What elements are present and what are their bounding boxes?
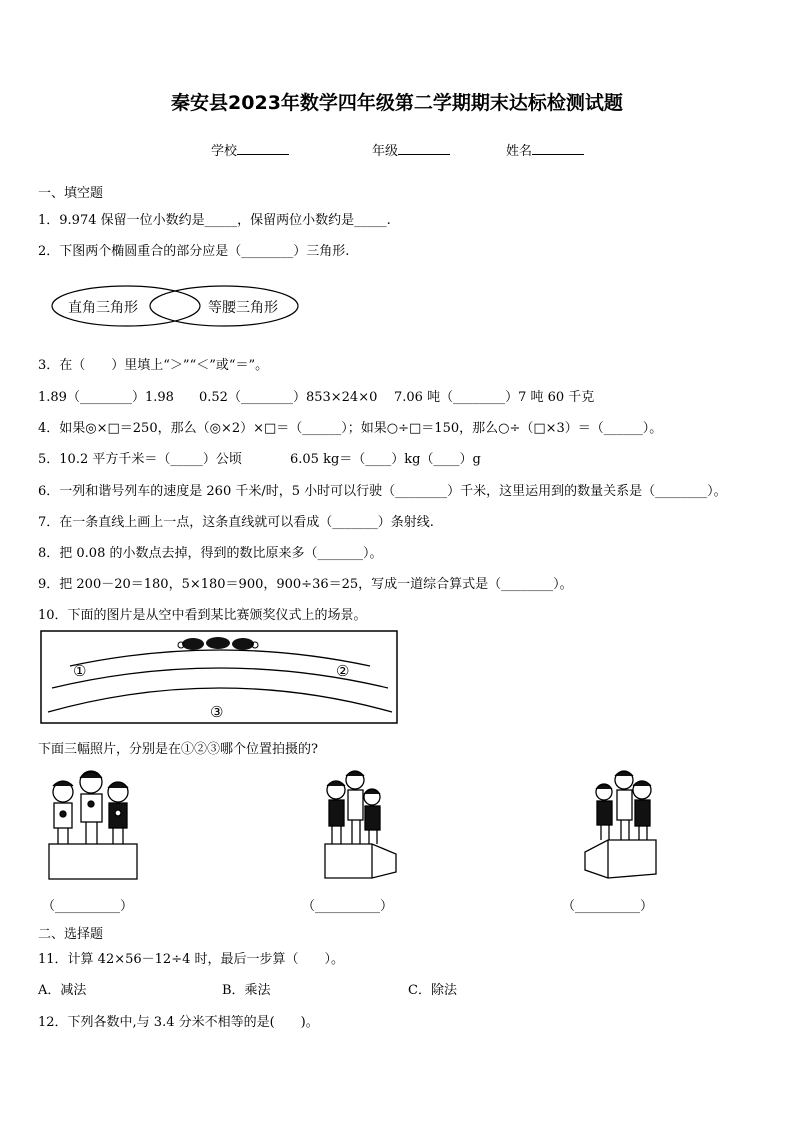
question-12: 12．下列各数中,与 3.4 分米不相等的是( )。 <box>38 1015 319 1030</box>
podium <box>49 844 137 879</box>
person-middle <box>615 771 633 840</box>
name-blank[interactable] <box>532 154 584 155</box>
ellipse-right-label: 等腰三角形 <box>208 300 278 316</box>
photo-2-answer[interactable]: （__________） <box>302 899 394 914</box>
question-11-option-b[interactable]: B．乘法 <box>222 983 271 998</box>
section-multiple-choice: 二、选择题 <box>38 927 104 942</box>
position-3-label: ③ <box>210 703 224 721</box>
question-3: 3．在（ ）里填上“＞”“＜”或“＝”。 <box>38 358 269 373</box>
question-11-option-c[interactable]: C．除法 <box>408 983 457 998</box>
question-8: 8．把 0.08 的小数点去掉，得到的数比原来多（_______）。 <box>38 546 383 561</box>
question-5a: 5．10.2 平方千米＝（_____）公顷 <box>38 452 242 467</box>
section-fill-blank: 一、填空题 <box>38 186 104 201</box>
question-7: 7．在一条直线上画上一点，这条直线就可以看成（_______）条射线. <box>38 515 434 530</box>
ceremony-aerial-figure <box>40 630 398 724</box>
person-middle <box>80 771 102 844</box>
school-field <box>211 140 289 159</box>
photo-3-answer[interactable]: （__________） <box>562 899 654 914</box>
page-title: 秦安县2023年数学四年级第二学期期末达标检测试题 <box>171 92 623 114</box>
person-left <box>53 781 73 844</box>
grade-blank[interactable] <box>398 154 450 155</box>
question-5b: 6.05 kg＝（____）kg（____）g <box>290 452 481 467</box>
photo-1-answer[interactable]: （__________） <box>42 899 134 914</box>
question-3-item-1: 1.89（________）1.98 <box>38 390 174 405</box>
name-label: 姓名 <box>506 144 533 159</box>
person-middle <box>346 771 364 844</box>
grade-label: 年级 <box>372 144 399 159</box>
question-1: 1．9.974 保留一位小数约是_____，保留两位小数约是_____. <box>38 213 391 228</box>
question-10-sub: 下面三幅照片，分别是在①②③哪个位置拍摄的? <box>38 742 318 757</box>
question-4: 4．如果◎×□＝250，那么（◎×2）×□＝（______）；如果○÷□＝150，那么○÷（□×3）＝（______）。 <box>38 421 663 436</box>
photo-3-figure <box>582 770 662 880</box>
ellipse-left-label: 直角三角形 <box>68 300 138 316</box>
person-front <box>596 784 612 840</box>
question-3-item-3: 7.06 吨（________）7 吨 60 千克 <box>394 390 595 405</box>
question-10: 10．下面的图片是从空中看到某比赛颁奖仪式上的场景。 <box>38 608 367 623</box>
photo-1-figure <box>46 768 140 882</box>
school-blank[interactable] <box>237 154 289 155</box>
photo-2-figure <box>322 770 402 880</box>
position-1-label: ① <box>73 662 87 680</box>
person-back <box>327 781 345 844</box>
name-field <box>506 140 584 159</box>
person-right <box>108 782 128 844</box>
school-label: 学校 <box>211 144 238 159</box>
question-6: 6．一列和谐号列车的速度是 260 千米/时，5 小时可以行驶（________）千米，这里运用到的数量关系是（________）。 <box>38 484 727 499</box>
podium <box>585 840 656 878</box>
question-2: 2．下图两个椭圆重合的部分应是（________）三角形. <box>38 244 350 259</box>
person-front <box>364 789 380 844</box>
question-11: 11．计算 42×56－12÷4 时，最后一步算（ ）。 <box>38 952 344 967</box>
podium <box>325 844 396 878</box>
question-9: 9．把 200－20＝180，5×180＝900，900÷36＝25，写成一道综合算式是（________）。 <box>38 577 573 592</box>
question-3-item-2: 0.52（________）853×24×0 <box>199 390 378 405</box>
grade-field <box>372 140 450 159</box>
position-2-label: ② <box>336 662 350 680</box>
person-back <box>633 781 651 840</box>
question-11-option-a[interactable]: A．减法 <box>38 983 87 998</box>
people-top-view <box>178 637 258 650</box>
